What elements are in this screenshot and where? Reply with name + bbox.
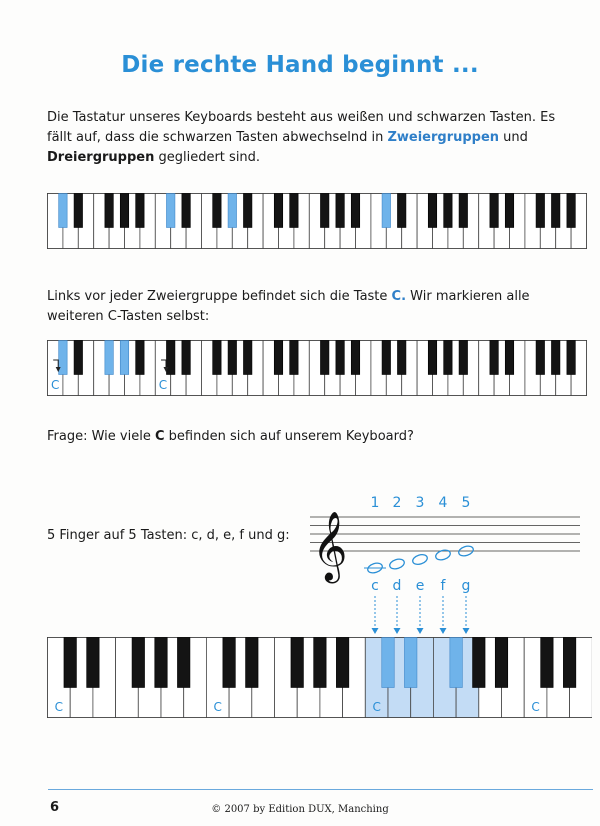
black-key [228,194,236,228]
c-key-label: C [213,700,222,714]
black-key [246,638,258,688]
black-key [444,194,452,228]
treble-clef-icon: 𝄞 [312,511,348,581]
black-key [428,341,436,375]
intro-text-3: gegliedert sind. [154,150,261,165]
black-key [336,638,348,688]
black-key [541,638,553,688]
black-key [166,194,174,228]
page-title: Die rechte Hand beginnt ... [121,52,479,78]
c-key-label: C [51,378,60,392]
black-key [105,194,113,228]
note-arrowhead [372,628,379,634]
black-key [397,194,405,228]
intro-paragraph [47,108,567,168]
black-key [136,341,144,375]
note-arrowhead [463,628,470,634]
black-key [87,638,99,688]
black-key [177,638,189,688]
finger-number: 2 [392,495,402,511]
black-key [166,341,174,375]
black-key [459,341,467,375]
zweiergruppen-highlight: Zweiergruppen [387,130,500,145]
black-key [428,194,436,228]
black-key [563,638,575,688]
keyboard-five-finger [47,637,592,719]
black-key [473,638,485,688]
black-key [213,341,221,375]
black-key [567,341,575,375]
note-name: g [461,578,471,594]
black-key [320,341,328,375]
black-key [351,194,359,228]
black-key [132,638,144,688]
five-fingers-label: 5 Finger auf 5 Tasten: c, d, e, f und g: [47,528,290,543]
music-staff [290,490,590,640]
whole-note [434,548,451,561]
black-key [495,638,507,688]
question-line [47,427,567,447]
black-key [290,194,298,228]
note-name: e [415,578,425,594]
page-number: 6 [50,800,60,815]
black-key [336,341,344,375]
black-key [536,341,544,375]
black-key [567,194,575,228]
question-text-2: befinden sich auf unserem Keyboard? [164,429,414,444]
black-key [223,638,235,688]
c-key-text-2: Wir markieren alle weiteren C-Tasten selbst: [47,289,530,324]
note-name: f [440,578,446,594]
black-key [505,194,513,228]
black-key [336,194,344,228]
finger-number: 3 [415,495,425,511]
black-key [243,341,251,375]
black-key [64,638,76,688]
black-key [314,638,326,688]
intro-text-2: und [499,130,528,145]
black-key [490,194,498,228]
finger-number: 4 [438,495,448,511]
black-key [182,194,190,228]
keyboard-overview [47,193,592,250]
black-key [450,638,462,688]
note-name: c [371,578,379,594]
note-arrowhead [417,628,424,634]
question-c-highlight: C [154,429,165,444]
black-key [136,194,144,228]
black-key [74,341,82,375]
black-key [505,341,513,375]
finger-number: 1 [370,495,380,511]
note-arrowhead [440,628,447,634]
black-key [320,194,328,228]
note-arrowhead [394,628,401,634]
question-text-1: Frage: Wie viele [47,429,155,444]
black-key [228,341,236,375]
black-key [120,341,128,375]
black-key [536,194,544,228]
black-key [155,638,167,688]
c-key-label: C [54,700,64,714]
c-key-text-1: Links vor jeder Zweiergruppe befindet sich die Taste [47,289,392,304]
copyright-notice: © 2007 by Edition DUX, Manching [211,804,389,815]
black-key [274,341,282,375]
black-key [59,194,67,228]
c-key-highlight: C. [391,289,407,304]
dreiergruppen-highlight: Dreiergruppen [47,150,155,165]
black-key [59,341,67,375]
note-name: d [392,578,402,594]
black-key [404,638,416,688]
finger-number: 5 [461,495,471,511]
black-key [105,341,113,375]
black-key [551,341,559,375]
black-key [243,194,251,228]
whole-note [411,553,428,566]
black-key [182,341,190,375]
footer-divider [48,789,593,790]
black-key [290,341,298,375]
c-key-label: C [531,700,540,714]
c-key-paragraph [47,287,567,327]
black-key [382,341,390,375]
black-key [382,638,394,688]
black-key [459,194,467,228]
black-key [274,194,282,228]
intro-text-1: Die Tastatur unseres Keyboards besteht aus weißen und schwarzen Tasten. Es fällt auf, dass die schwarzen Tasten abwechselnd in [47,110,556,145]
black-key [120,194,128,228]
c-key-label: C [158,378,168,392]
black-key [351,341,359,375]
whole-note [388,557,405,570]
black-key [397,341,405,375]
black-key [444,341,452,375]
black-key [291,638,303,688]
c-key-label: C [372,700,381,714]
black-key [213,194,221,228]
black-key [74,194,82,228]
black-key [551,194,559,228]
black-key [382,194,390,228]
keyboard-c-marked [47,340,592,397]
black-key [490,341,498,375]
